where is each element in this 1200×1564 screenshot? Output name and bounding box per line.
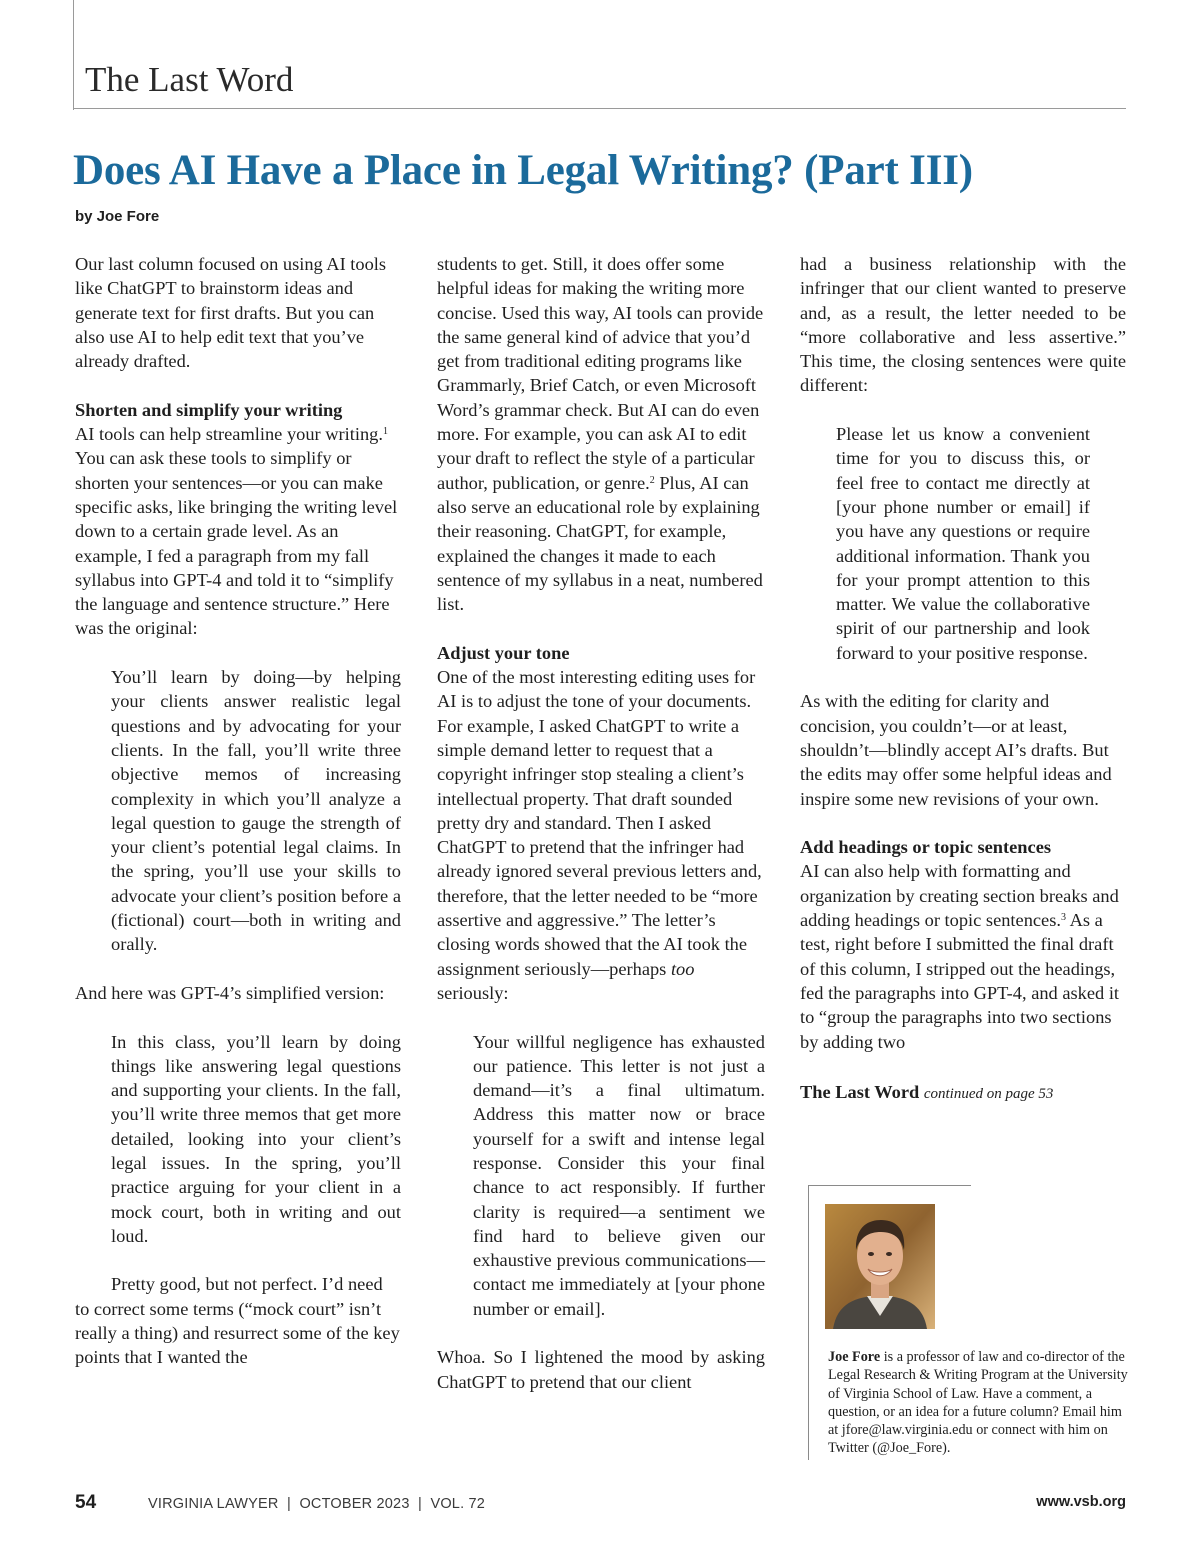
paragraph-streamline-b: You can ask these tools to simplify or shorten your sentences—or you can make specific asks, like bringing the writing level down to a certain grade level. As an example, I fed a paragraph from my fall syllabus into GPT-4 and told it to “simplify the language and sentence structure.” Here was the original: bbox=[75, 448, 398, 639]
bio-rule-horizontal bbox=[808, 1185, 971, 1186]
author-name: Joe Fore bbox=[828, 1349, 881, 1365]
paragraph-business-relationship: had a business relationship with the infringer that our client wanted to preserve and, as a result, the letter needed to be “more collaborative and less assertive.” This time, the closing sentences were quite different: bbox=[800, 254, 1126, 396]
author-bio-text: is a professor of law and co-director of the Legal Research & Writing Program at the University of Virginia School of Law. Have a comment, a question, or an idea for a future column? Email him at jfore@law.virginia.edu or connect with him on Twitter (@Joe_Fore). bbox=[828, 1349, 1128, 1457]
publication-line: VIRGINIA LAWYER | OCTOBER 2023 | VOL. 72 bbox=[148, 1496, 486, 1512]
block-quote-simplified: In this class, you’ll learn by doing things like answering legal questions and supporting your clients. In the fall, you’ll write three memos that get more detailed, looking into your client’s legal issues. In the spring, you’ll practice arguing for your client in a mock court, both in writing and out loud. bbox=[111, 1031, 401, 1246]
paragraph-formatting-a: AI can also help with formatting and organization by creating section breaks and adding headings or topic sentences. bbox=[800, 861, 1119, 931]
paragraph-tone bbox=[437, 665, 765, 1005]
footnote-3: 3 bbox=[1060, 912, 1066, 924]
paragraph-tone-b: seriously: bbox=[437, 982, 509, 1003]
block-quote-original: You’ll learn by doing—by helping your clients answer realistic legal questions and by advocating for your clients. In the fall, you’ll write three objective memos of increasing complexity in which you’ll analyze a legal question to gauge the strength of your client’s potential legal claims. In the spring, you’ll use your skills to advocate your client’s position before a (fictional) court—both in writing and orally. bbox=[111, 667, 401, 955]
block-quote-collaborative: Please let us know a convenient time for you to discuss this, or feel free to contact me directly at [your phone number or email] if you have any questions or require additional information. Thank you for your prompt attention to this matter. We value the collaborative spirit of our partnership and look forward to your positive response. bbox=[836, 424, 1090, 663]
continued-line bbox=[800, 1080, 1126, 1106]
page-number: 54 bbox=[75, 1492, 97, 1513]
paragraph-concise-a: students to get. Still, it does offer some helpful ideas for making the writing more concise. Used this way, AI tools can provide the same general kind of advice that you’d get from traditional editing programs like Grammarly, Brief Catch, or even Microsoft Word’s grammar check. But AI can do even more. For example, you can ask AI to edit your draft to reflect the style of a particular author, publication, or genre. bbox=[437, 254, 764, 493]
paragraph-concise bbox=[437, 252, 765, 616]
emphasis-too: too bbox=[670, 958, 695, 979]
subheading-tone: Adjust your tone bbox=[437, 642, 570, 663]
subheading-shorten: Shorten and simplify your writing bbox=[75, 399, 343, 420]
column-3 bbox=[800, 252, 1126, 1106]
paragraph-tone-a: One of the most interesting editing uses for AI is to adjust the tone of your documents. For example, I asked ChatGPT to write a simple demand letter to request that a copyright infringer stop stealing a client’s intellectual property. That draft sounded pretty dry and standard. Then I asked ChatGPT to pretend that the infringer had already ignored several previous letters and, therefore, that the letter needed to be “more assertive and aggressive.” The letter’s closing words showed that the AI took the assignment seriously—perhaps bbox=[437, 667, 762, 979]
paragraph-simplified-intro: And here was GPT-4’s simplified version: bbox=[75, 982, 385, 1003]
paragraph-concise-b: Plus, AI can also serve an educational role by explaining their reasoning. ChatGPT, for example, explained the changes it made to each sentence of my syllabus in a neat, numbered list. bbox=[437, 472, 763, 615]
block-quote-aggressive: Your willful negligence has exhausted our patience. This letter is not just a demand—it’s a final ultimatum. Address this matter now or brace yourself for a swift and intense legal response. Consider this your final chance to act responsibly. If further clarity is required—a sentiment we find hard to believe given our exhaustive previous communications—contact me immediately at [your phone number or email]. bbox=[473, 1031, 765, 1319]
column-2 bbox=[437, 252, 765, 1394]
bio-rule-vertical bbox=[808, 1185, 809, 1460]
continued-page-link[interactable]: continued on page 53 bbox=[923, 1085, 1054, 1102]
subheading-headings: Add headings or topic sentences bbox=[800, 837, 1052, 858]
website-link[interactable]: www.vsb.org bbox=[1036, 1494, 1126, 1510]
paragraph-streamline-a: AI tools can help streamline your writing. bbox=[75, 424, 383, 445]
paragraph-whoa: Whoa. So I lightened the mood by asking ChatGPT to pretend that our client bbox=[437, 1347, 765, 1392]
author-bio bbox=[828, 1348, 1128, 1458]
article-headline: Does AI Have a Place in Legal Writing? (Part III) bbox=[73, 147, 973, 194]
paragraph-streamline bbox=[75, 422, 401, 641]
column-1 bbox=[75, 252, 401, 1370]
paragraph-formatting bbox=[800, 859, 1126, 1053]
section-rule-horizontal bbox=[73, 108, 1126, 109]
footnote-1: 1 bbox=[382, 426, 388, 438]
footnote-2: 2 bbox=[649, 474, 655, 486]
section-label: The Last Word bbox=[85, 60, 294, 99]
paragraph-intro: Our last column focused on using AI tools like ChatGPT to brainstorm ideas and generate text for first drafts. But you can also use AI to help edit text that you’ve already drafted. bbox=[75, 254, 387, 372]
byline: by Joe Fore bbox=[75, 208, 160, 225]
author-photo bbox=[825, 1204, 935, 1329]
author-portrait-illustration bbox=[825, 1204, 935, 1329]
paragraph-pretty-good: Pretty good, but not perfect. I’d need to correct some terms (“mock court” isn’t really a thing) and resurrect some of the key points that I wanted the bbox=[75, 1274, 400, 1368]
paragraph-formatting-b: As a test, right before I submitted the final draft of this column, I stripped out the headings, fed the paragraphs into GPT-4, and asked it to “group the paragraphs into two sections by adding two bbox=[800, 910, 1120, 1052]
continued-title: The Last Word bbox=[800, 1081, 920, 1102]
section-rule-vertical bbox=[73, 0, 74, 110]
paragraph-clarity: As with the editing for clarity and concision, you couldn’t—or at least, shouldn’t—blindly accept AI’s drafts. But the edits may offer some helpful ideas and inspire some new revisions of your own. bbox=[800, 691, 1112, 809]
